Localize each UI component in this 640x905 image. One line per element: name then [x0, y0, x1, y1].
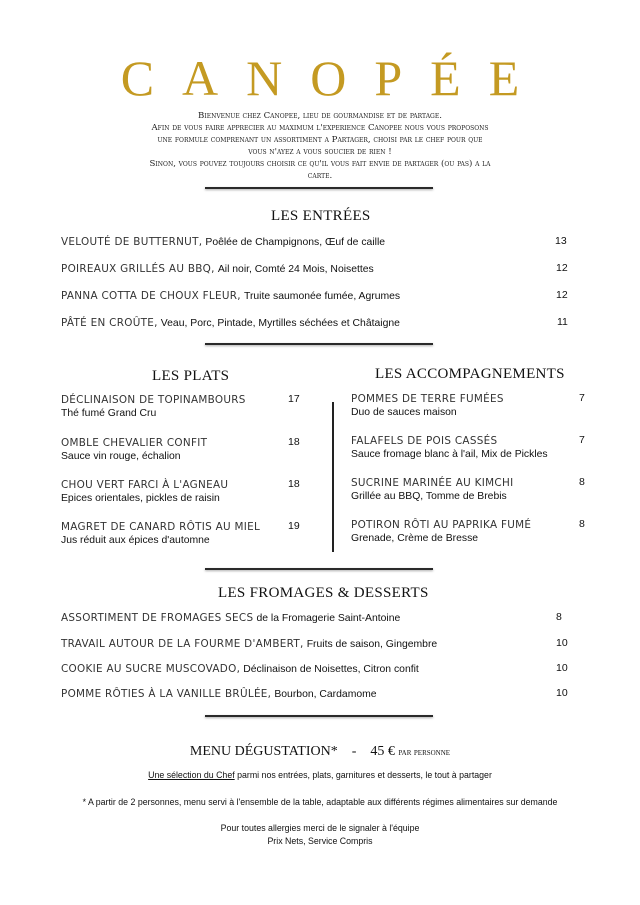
section-title-desserts: LES FROMAGES & DESSERTS	[218, 585, 429, 601]
menu-item	[61, 478, 228, 506]
item-name: ASSORTIMENT DE FROMAGES SECS	[61, 612, 254, 624]
item-price: 8	[579, 518, 585, 530]
menu-item	[61, 687, 377, 702]
menu-item	[61, 393, 246, 421]
item-name: POTIRON RÔTI AU PAPRIKA FUMÉ	[351, 519, 532, 531]
item-name: CHOU VERT FARCI À L'AGNEAU	[61, 479, 229, 491]
menu-item	[61, 262, 374, 277]
menu-item	[351, 434, 548, 462]
item-price: 19	[288, 520, 300, 532]
item-price: 7	[579, 434, 585, 446]
item-price: 17	[288, 393, 300, 405]
menu-price: 45 €	[370, 744, 395, 759]
item-price: 10	[556, 687, 568, 699]
menu-item	[61, 662, 419, 677]
item-name: TRAVAIL AUTOUR DE LA FOURME D'AMBERT,	[61, 638, 304, 650]
intro-line: une formule comprenant un assortiment a Partager, choisi par le chef pour que	[157, 135, 483, 145]
menu-item	[61, 316, 400, 331]
menu-degustation	[0, 744, 640, 760]
section-title-entrees: LES ENTRÉES	[271, 208, 371, 224]
item-desc: Fruits de saison, Gingembre	[306, 639, 438, 650]
item-desc: de la Fromagerie Saint-Antoine	[256, 613, 401, 624]
chef-selection	[0, 770, 640, 780]
intro-line: Bienvenue chez Canopee, lieu de gourmandise et de partage.	[198, 111, 442, 121]
item-price: 10	[556, 662, 568, 674]
menu-dash: -	[351, 744, 357, 759]
item-desc: Truite saumonée fumée, Agrumes	[243, 291, 401, 302]
item-desc: Grenade, Crème de Bresse	[351, 533, 479, 544]
menu-item	[351, 476, 513, 504]
item-name: FALAFELS DE POIS CASSÉS	[351, 435, 498, 447]
item-desc: Bourbon, Cardamome	[274, 689, 377, 700]
item-name: POIREAUX GRILLÉS AU BBQ,	[61, 263, 215, 275]
menu-item	[61, 235, 385, 250]
item-desc: Sauce vin rouge, échalion	[61, 451, 181, 462]
item-price: 18	[288, 478, 300, 490]
item-price: 8	[579, 476, 585, 488]
item-name: COOKIE AU SUCRE MUSCOVADO,	[61, 663, 241, 675]
item-desc: Duo de sauces maison	[351, 407, 457, 418]
item-desc: Poêlée de Champignons, Œuf de caille	[205, 237, 386, 248]
allergies-note: Pour toutes allergies merci de le signaler à l'équipe	[220, 823, 420, 833]
item-name: PANNA COTTA DE CHOUX FLEUR,	[61, 290, 241, 302]
item-desc: Veau, Porc, Pintade, Myrtilles séchées et Châtaigne	[160, 318, 400, 329]
selection-rest: parmi nos entrées, plats, garnitures et desserts, le tout à partager	[234, 770, 492, 780]
divider	[205, 715, 433, 717]
item-price: 12	[556, 289, 568, 301]
item-desc: Sauce fromage blanc à l'ail, Mix de Pickles	[351, 449, 548, 460]
intro-text	[40, 110, 600, 182]
item-name: DÉCLINAISON DE TOPINAMBOURS	[61, 394, 246, 406]
menu-item	[351, 392, 504, 420]
item-name: SUCRINE MARINÉE AU KIMCHI	[351, 477, 514, 489]
divider	[205, 568, 433, 570]
item-desc: Déclinaison de Noisettes, Citron confit	[243, 664, 419, 675]
intro-line: vous n'ayez a vous soucier de rien !	[248, 147, 392, 157]
menu-item	[61, 520, 260, 548]
menu-item	[61, 289, 400, 304]
intro-line: carte.	[307, 171, 333, 181]
item-price: 10	[556, 637, 568, 649]
intro-line: Afin de vous faire apprecier au maximum l'experience Canopee nous vous proposons	[151, 123, 489, 133]
item-price: 8	[556, 611, 562, 623]
menu-item	[61, 637, 437, 652]
divider	[205, 343, 433, 345]
item-price: 11	[557, 316, 568, 328]
selection-underlined: Une sélection du Chef	[148, 770, 235, 780]
menu-item	[61, 611, 400, 626]
item-price: 7	[579, 392, 585, 404]
item-name: MAGRET DE CANARD RÔTIS AU MIEL	[61, 521, 261, 533]
divider	[205, 187, 433, 189]
item-name: POMME RÔTIES À LA VANILLE BRÛLÉE,	[61, 688, 272, 700]
column-divider	[332, 402, 334, 552]
menu-title: MENU DÉGUSTATION*	[189, 744, 338, 759]
section-title-accompagnements: LES ACCOMPAGNEMENTS	[375, 366, 565, 382]
item-desc: Thé fumé Grand Cru	[61, 408, 157, 419]
menu-note: * A partir de 2 personnes, menu servi à l'ensemble de la table, adaptable aux différents régimes alimentaires sur demande	[82, 797, 558, 807]
item-name: PÂTÉ EN CROÛTE,	[61, 317, 158, 329]
menu-item	[351, 518, 531, 546]
item-price: 18	[288, 436, 300, 448]
section-title-plats: LES PLATS	[152, 368, 230, 384]
item-desc: Grillée au BBQ, Tomme de Brebis	[351, 491, 507, 502]
prices-note: Prix Nets, Service Compris	[267, 836, 373, 846]
item-desc: Epices orientales, pickles de raisin	[61, 493, 220, 504]
item-name: POMMES DE TERRE FUMÉES	[351, 393, 504, 405]
item-desc: Ail noir, Comté 24 Mois, Noisettes	[217, 264, 374, 275]
item-price: 12	[556, 262, 568, 274]
item-name: VELOUTÉ DE BUTTERNUT,	[61, 236, 203, 248]
restaurant-title: CANOPÉE	[120, 50, 548, 106]
menu-item	[61, 436, 207, 464]
per-person: par personne	[398, 747, 451, 758]
intro-line: Sinon, vous pouvez toujours choisir ce qu'il vous fait envie de partager (ou pas) a la	[149, 159, 491, 169]
item-price: 13	[555, 235, 567, 247]
item-name: OMBLE CHEVALIER CONFIT	[61, 437, 208, 449]
item-desc: Jus réduit aux épices d'automne	[61, 535, 210, 546]
